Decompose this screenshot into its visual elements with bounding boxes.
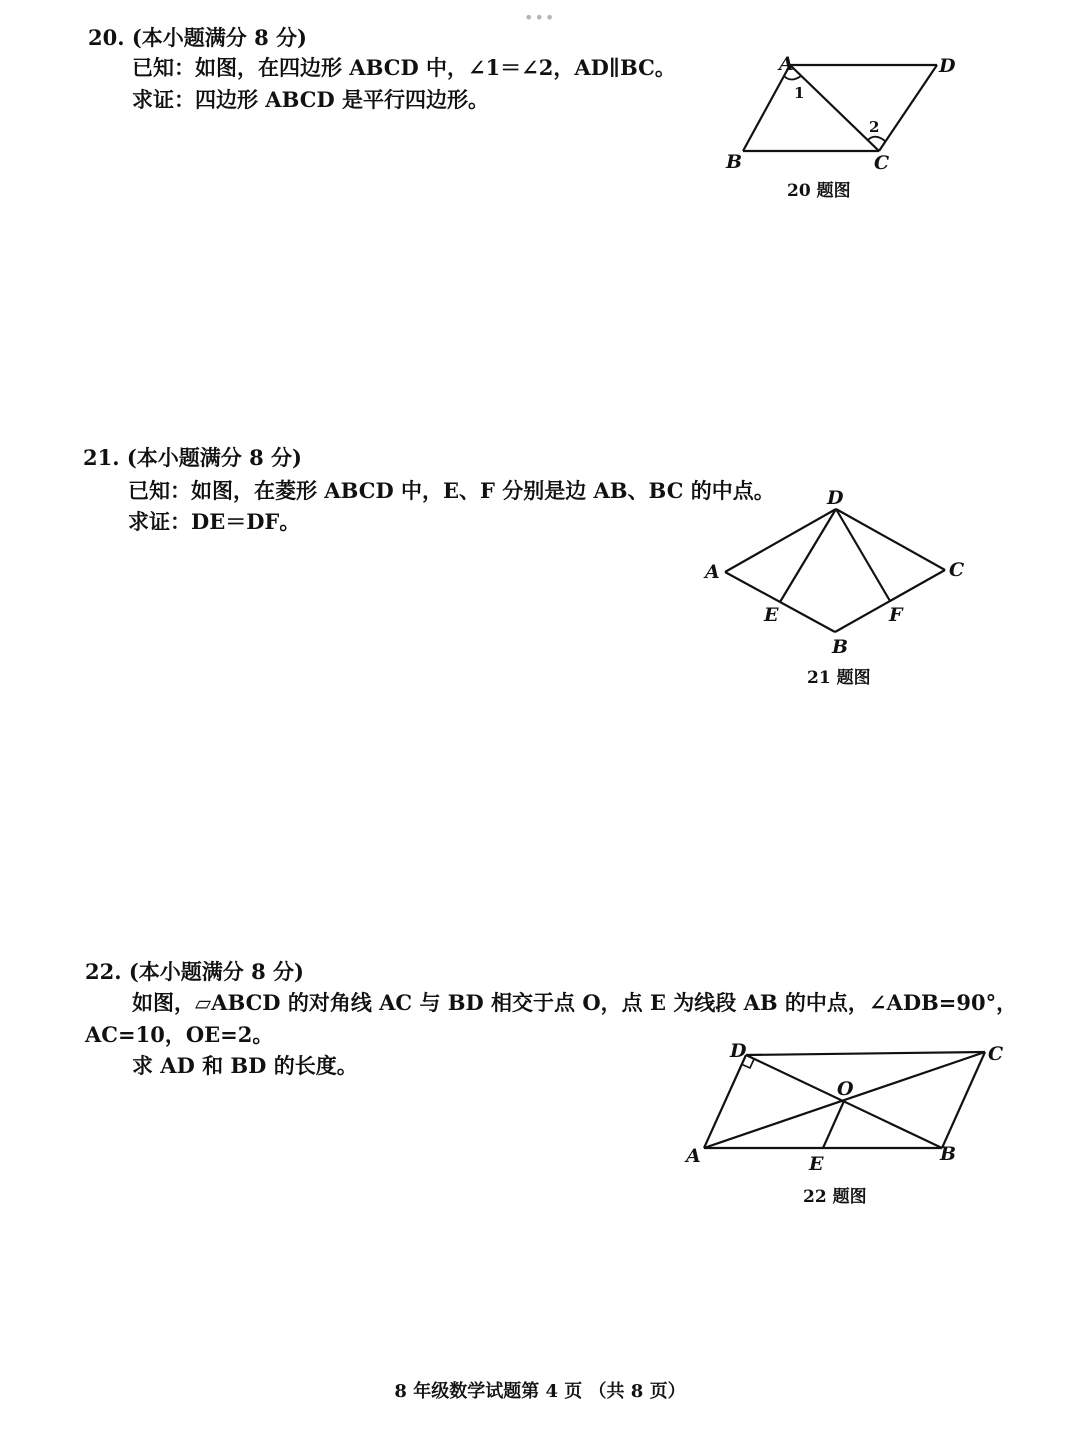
segment-cd [879,65,937,151]
label-c: C [874,152,890,170]
top-drag-indicator: ••• [524,8,556,27]
segment-ad [704,1055,746,1148]
label-d: D [939,55,956,77]
label-e: E [809,1153,824,1175]
label-a: A [779,53,794,75]
problem-21-prove: 求证：DE＝DF。 [128,509,301,534]
problem-21-title [83,442,302,472]
problem-22-ask: 求 AD 和 BD 的长度。 [132,1053,358,1078]
label-a: A [705,561,720,583]
angle-1-arc [784,76,801,80]
problem-20-header: (本小题满分 8 分) [131,25,307,50]
problem-22-title [85,956,304,986]
label-d: D [730,1040,747,1062]
problem-21-header: (本小题满分 8 分) [126,445,302,470]
label-c: C [949,559,965,581]
segment-ac [790,65,879,151]
problem-22-figure [680,1035,1040,1189]
problem-20-figure [715,50,965,174]
problem-21-figure [695,483,985,667]
problem-20-number: 20. [88,25,125,50]
problem-22-values: AC=10，OE=2。 [85,1022,274,1047]
segment-oe [823,1101,844,1148]
problem-20-title [88,22,307,52]
label-b: B [940,1143,957,1165]
segment-dc [746,1052,985,1055]
page-footer: 8 年级数学试题第 4 页 （共 8 页） [394,1381,686,1402]
problem-22-caption: 22 题图 [803,1187,867,1207]
label-e: E [764,604,779,626]
label-d: D [827,487,844,509]
label-c: C [988,1043,1004,1065]
problem-22-number: 22. [85,959,122,984]
label-o: O [837,1078,854,1100]
problem-22-header: (本小题满分 8 分) [128,959,304,984]
label-a: A [686,1145,701,1167]
label-b: B [832,636,849,658]
problem-20-given: 已知：如图，在四边形 ABCD 中，∠1＝∠2，AD∥BC。 [132,55,676,80]
problem-21-caption: 21 题图 [807,668,871,688]
segment-bc [942,1052,985,1148]
label-angle-1: 1 [794,84,805,102]
segment-ab [743,65,790,151]
segment-dc [836,509,945,570]
problem-21-given: 已知：如图，在菱形 ABCD 中，E、F 分别是边 AB、BC 的中点。 [128,478,775,503]
segment-de [780,509,836,602]
label-b: B [726,151,743,170]
problem-20-prove: 求证：四边形 ABCD 是平行四边形。 [132,87,489,112]
problem-22-given: 如图，▱ABCD 的对角线 AC 与 BD 相交于点 O，点 E 为线段 AB 的中点，∠ADB=90°， [132,990,1018,1015]
problem-20-caption: 20 题图 [787,181,851,201]
segment-da [725,509,836,572]
label-angle-2: 2 [869,118,880,136]
label-f: F [889,604,903,626]
segment-df [836,509,890,601]
problem-21-number: 21. [83,445,120,470]
angle-2-arc [868,137,885,141]
